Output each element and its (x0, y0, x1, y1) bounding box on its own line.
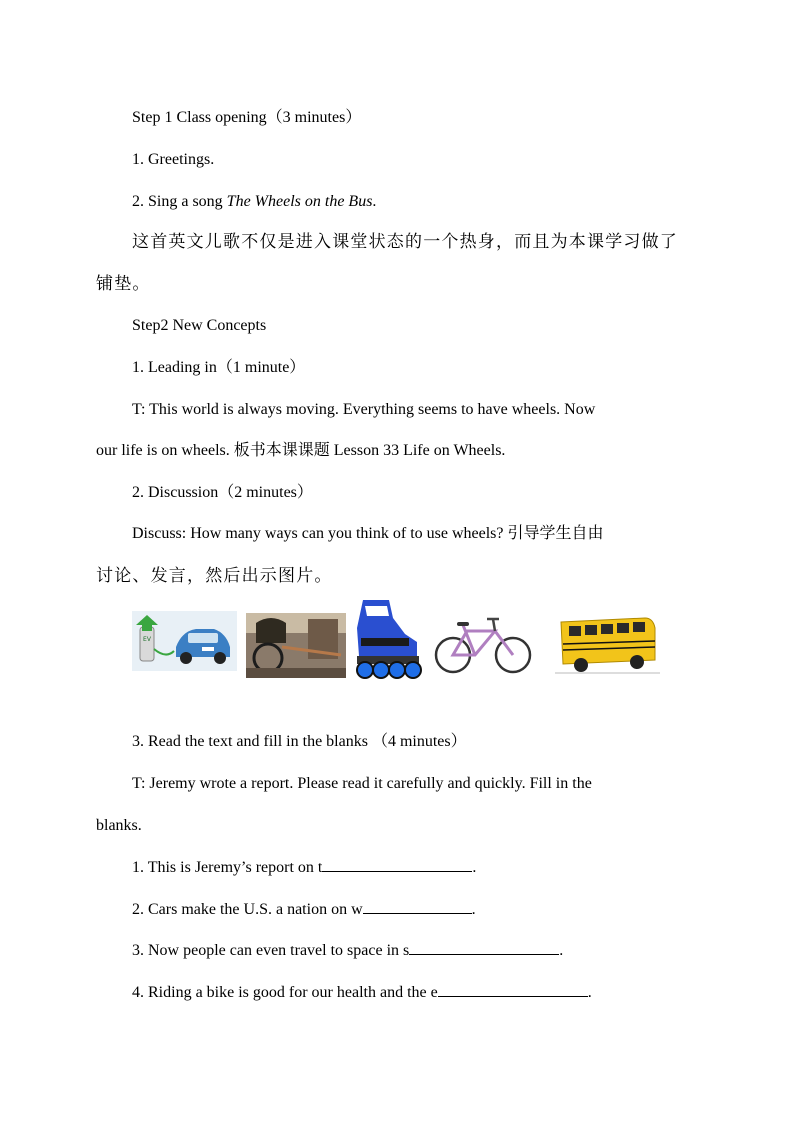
rickshaw-image (246, 613, 346, 678)
report-instruction-line2: blanks. (96, 817, 142, 834)
discuss-line1: Discuss: How many ways can you think of to use wheels? 引导学生自由 (132, 525, 604, 542)
warmup-note-line2: 铺垫。 (96, 274, 151, 294)
fill-blank-2 (132, 899, 476, 920)
sing-song-prefix: 2. Sing a song (132, 193, 227, 210)
sing-song-item (132, 192, 376, 212)
answer-blank-4[interactable] (438, 982, 588, 997)
fill-blank-3-period: . (559, 942, 564, 959)
fill-blank-1 (132, 857, 476, 878)
electric-car-charging-image (132, 611, 237, 671)
leading-in-item: 1. Leading in（1 minute） (132, 359, 306, 376)
discuss-line2: 讨论、发言，然后出示图片。 (96, 566, 333, 586)
discussion-item: 2. Discussion（2 minutes） (132, 484, 313, 501)
answer-blank-1[interactable] (322, 857, 472, 872)
fill-blank-4-text: 4. Riding a bike is good for our health and the e (132, 984, 438, 1001)
fill-blank-4-period: . (587, 984, 592, 1001)
fill-blank-3 (132, 940, 563, 961)
report-instruction-line1: T: Jeremy wrote a report. Please read it carefully and quickly. Fill in the (132, 775, 592, 792)
sing-song-suffix: . (372, 193, 377, 210)
step1-heading: Step 1 Class opening（3 minutes） (132, 109, 362, 126)
fill-blank-4 (132, 982, 592, 1003)
greetings-item: 1. Greetings. (132, 151, 215, 168)
fill-blank-2-text: 2. Cars make the U.S. a nation on w (132, 901, 363, 918)
charging-sign-label: EV (143, 636, 151, 643)
teacher-line2: our life is on wheels. 板书本课课题 Lesson 33 Life on Wheels. (96, 442, 506, 459)
fill-blank-2-period: . (471, 901, 476, 918)
read-task-item: 3. Read the text and fill in the blanks （4 minutes） (132, 733, 467, 750)
warmup-note-line1: 这首英文儿歌不仅是进入课堂状态的一个热身，而且为本课学习做了 (132, 232, 678, 252)
inline-skate-image (349, 598, 424, 680)
fill-blank-1-period: . (472, 859, 477, 876)
bicycle-image (433, 613, 533, 675)
fill-blank-3-text: 3. Now people can even travel to space in s (132, 942, 410, 959)
answer-blank-2[interactable] (363, 899, 472, 914)
step2-heading: Step2 New Concepts (132, 317, 267, 334)
song-title: The Wheels on the Bus (226, 193, 373, 210)
answer-blank-3[interactable] (409, 940, 559, 955)
fill-blank-1-text: 1. This is Jeremy’s report on t (132, 859, 323, 876)
school-bus-image (555, 610, 660, 676)
teacher-line1: T: This world is always moving. Everything seems to have wheels. Now (132, 401, 596, 418)
